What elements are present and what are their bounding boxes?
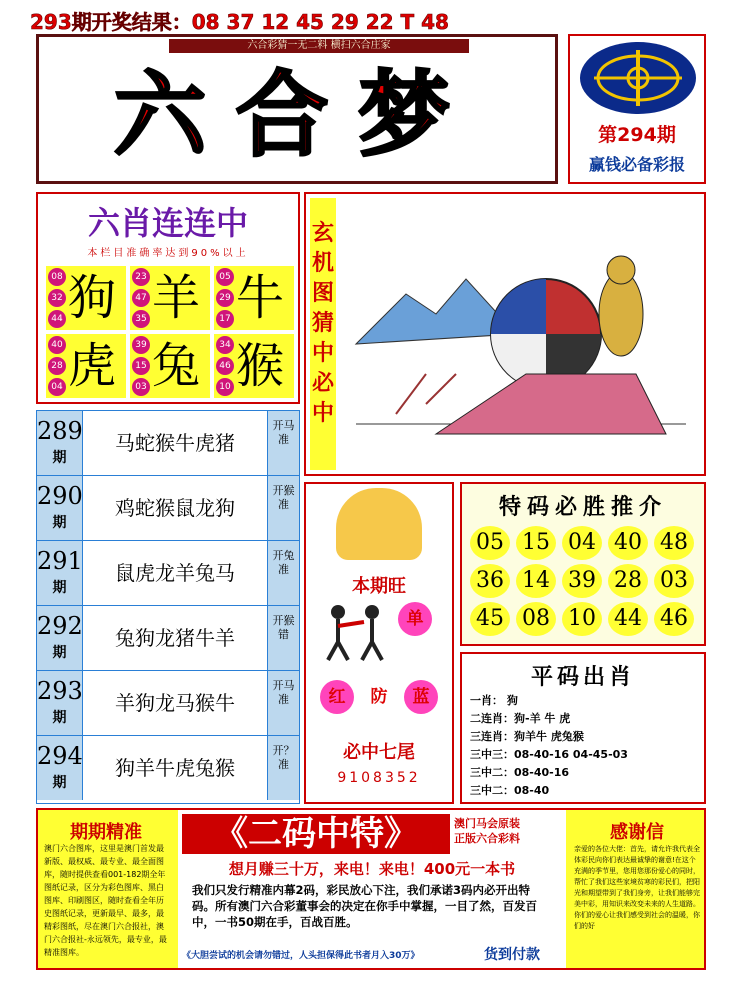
zodiac-cell bbox=[214, 334, 294, 398]
masthead-title: 六合梦 bbox=[113, 61, 480, 169]
number-ball: 23 bbox=[132, 268, 150, 286]
issue-logo-panel bbox=[568, 34, 706, 184]
ad-body: 我们只发行精准内幕2码，彩民放心下注，我们承诺3码内必开出特码。所有澳门六合彩董事会的决定在你手中掌握，一目了然，百发百中，一书50期在手，百战百胜。 bbox=[192, 883, 537, 929]
flat-code-line: 三中二：08-40 bbox=[470, 784, 550, 797]
number-ball: 10 bbox=[216, 378, 234, 396]
history-issue: 289 bbox=[37, 417, 83, 445]
cash-on-delivery: 货到付款 bbox=[484, 947, 540, 963]
special-number-ball: 10 bbox=[562, 602, 602, 636]
special-number-ball: 45 bbox=[470, 602, 510, 636]
ad-note: 《大胆尝试的机会请勿错过，人头担保得此书者月入30万》 bbox=[182, 951, 420, 961]
brand-logo bbox=[580, 42, 696, 114]
number-ball: 05 bbox=[216, 268, 234, 286]
special-number-panel bbox=[460, 482, 706, 646]
fang-label: 防 bbox=[362, 680, 396, 714]
thank-you-title: 感谢信 bbox=[610, 822, 664, 843]
two-code-ad bbox=[178, 810, 566, 968]
zodiac-char: 兔 bbox=[152, 338, 201, 394]
history-issue-label: 期 bbox=[52, 645, 67, 661]
history-zodiacs: 兔狗龙猪牛羊 bbox=[115, 626, 235, 650]
history-zodiacs: 羊狗龙马猴牛 bbox=[115, 691, 235, 715]
history-issue: 291 bbox=[37, 547, 83, 575]
number-ball: 03 bbox=[132, 378, 150, 396]
zodiac-cell bbox=[130, 266, 210, 330]
history-zodiacs: 鼠虎龙羊兔马 bbox=[115, 561, 235, 585]
ben-qi-wang: 本期旺 bbox=[352, 576, 406, 597]
number-ball: 40 bbox=[48, 336, 66, 354]
ad-side-line: 澳门马会原装 bbox=[454, 817, 520, 830]
six-zodiac-title: 六肖连连中 bbox=[87, 204, 248, 242]
history-row bbox=[37, 476, 299, 541]
seven-tail-title: 必中七尾 bbox=[343, 742, 415, 763]
draw-result-line: 293期开奖结果：08 37 12 45 29 22 T 48 bbox=[30, 10, 449, 34]
special-number-ball: 04 bbox=[562, 526, 602, 560]
zodiac-cell bbox=[214, 266, 294, 330]
number-ball: 32 bbox=[48, 289, 66, 307]
special-number-ball: 05 bbox=[470, 526, 510, 560]
zodiac-cell bbox=[46, 334, 126, 398]
hong-badge: 红 bbox=[320, 680, 354, 714]
special-number-ball: 15 bbox=[516, 526, 556, 560]
history-zodiacs: 狗羊牛虎兔猴 bbox=[115, 756, 235, 780]
masthead-subtitle: 六合彩猜一无二料 横扫六合庄家 bbox=[169, 39, 469, 53]
history-zodiacs: 马蛇猴牛虎猪 bbox=[115, 431, 235, 455]
bottom-ad-strip bbox=[36, 808, 706, 970]
history-issue-label: 期 bbox=[52, 515, 67, 531]
number-ball: 28 bbox=[48, 357, 66, 375]
zodiac-char: 牛 bbox=[236, 270, 285, 326]
thank-you-box bbox=[570, 810, 704, 968]
ad-side-text bbox=[454, 816, 520, 846]
special-number-ball: 39 bbox=[562, 564, 602, 598]
flat-code-line: 二连肖：狗-羊 牛 虎 bbox=[470, 712, 571, 725]
ad-price-line: 想月赚三十万，来电！来电！400元一本书 bbox=[228, 860, 516, 878]
history-result: 开兔准 bbox=[267, 541, 299, 605]
puzzle-illustration bbox=[346, 224, 696, 464]
puzzle-title: 玄机图猜中必中 bbox=[310, 198, 336, 470]
dan-badge: 单 bbox=[398, 602, 432, 636]
number-ball: 34 bbox=[216, 336, 234, 354]
special-number-ball: 03 bbox=[654, 564, 694, 598]
number-ball: 15 bbox=[132, 357, 150, 375]
seven-tail-numbers: 9108352 bbox=[337, 770, 421, 786]
zodiac-cell bbox=[46, 266, 126, 330]
boxers-icon bbox=[320, 602, 390, 662]
number-ball: 29 bbox=[216, 289, 234, 307]
zodiac-char: 猴 bbox=[236, 338, 285, 394]
fortune-god-image bbox=[336, 488, 422, 560]
zodiac-char: 羊 bbox=[152, 270, 201, 326]
ad-side-line: 正版六合彩料 bbox=[454, 832, 520, 845]
history-issue: 293 bbox=[37, 677, 83, 705]
special-number-ball: 14 bbox=[516, 564, 556, 598]
middle-panel bbox=[304, 482, 454, 804]
history-result: 开？准 bbox=[267, 736, 299, 800]
accuracy-text: 澳门六合图库，这里是澳门首发最新版、最权威、最专业、最全面图库，随时提供查看001-182期全年图纸记录，区分为彩色图库、黑白图库、印刷图区，随时查看全年历史图纸记录，更新最早、最多，最精彩图纸，尽在澳门六合报社，澳门六合报社-永远领先，最专业，最精准图库。 bbox=[44, 844, 167, 957]
number-ball: 04 bbox=[48, 378, 66, 396]
flat-code-line: 一肖： 狗 bbox=[470, 694, 518, 707]
special-number-title: 特码必胜推介 bbox=[498, 494, 667, 520]
history-table bbox=[36, 410, 300, 804]
history-result: 开猴准 bbox=[267, 476, 299, 540]
flat-code-panel bbox=[460, 652, 706, 804]
thank-you-text: 亲爱的各位大佬：首先，请允许我代表全体彩民向你们表达最诚挚的谢意!在这个充满的季节里，您用您那份爱心的同时，帮忙了我们这些家境贫寒的彩民们，把阳光和期望带到了我们身旁，让我们能够完美中彩，用知识来改变未来的人生道路。你们的爱心让我们感受到社会的温暖，你们的好 bbox=[574, 845, 700, 930]
flat-code-line: 三连肖：狗羊牛 虎兔猴 bbox=[470, 730, 584, 743]
history-row bbox=[37, 411, 299, 476]
puzzle-panel bbox=[304, 192, 706, 476]
number-ball: 47 bbox=[132, 289, 150, 307]
slogan: 赢钱必备彩报 bbox=[588, 155, 685, 174]
history-result: 开马准 bbox=[267, 411, 299, 475]
number-ball: 46 bbox=[216, 357, 234, 375]
history-issue-label: 期 bbox=[52, 710, 67, 726]
history-issue-label: 期 bbox=[52, 450, 67, 466]
masthead bbox=[36, 34, 558, 184]
special-number-ball: 48 bbox=[654, 526, 694, 560]
flat-code-line: 三中二：08-40-16 bbox=[470, 766, 570, 779]
history-issue: 290 bbox=[37, 482, 83, 510]
six-zodiac-panel bbox=[36, 192, 300, 404]
history-result: 开马准 bbox=[267, 671, 299, 735]
number-ball: 17 bbox=[216, 310, 234, 328]
history-issue: 294 bbox=[37, 742, 83, 770]
history-issue: 292 bbox=[37, 612, 83, 640]
zodiac-cell bbox=[130, 334, 210, 398]
zodiac-char: 狗 bbox=[68, 270, 117, 326]
history-row bbox=[37, 541, 299, 606]
lan-badge: 蓝 bbox=[404, 680, 438, 714]
accuracy-title: 期期精准 bbox=[70, 822, 142, 843]
special-number-ball: 08 bbox=[516, 602, 556, 636]
number-ball: 35 bbox=[132, 310, 150, 328]
history-zodiacs: 鸡蛇猴鼠龙狗 bbox=[115, 496, 235, 520]
number-ball: 39 bbox=[132, 336, 150, 354]
two-code-title: 《二码中特》 bbox=[182, 814, 450, 854]
special-number-ball: 28 bbox=[608, 564, 648, 598]
special-number-ball: 44 bbox=[608, 602, 648, 636]
special-number-ball: 46 bbox=[654, 602, 694, 636]
accuracy-box bbox=[38, 810, 174, 968]
history-issue-label: 期 bbox=[52, 775, 67, 791]
history-result: 开猴错 bbox=[267, 606, 299, 670]
history-row bbox=[37, 671, 299, 736]
issue-number: 第294期 bbox=[598, 124, 676, 146]
zodiac-char: 虎 bbox=[68, 338, 117, 394]
flat-code-line: 三中三：08-40-16 04-45-03 bbox=[470, 748, 628, 761]
history-row bbox=[37, 606, 299, 671]
number-ball: 44 bbox=[48, 310, 66, 328]
history-issue-label: 期 bbox=[52, 580, 67, 596]
special-number-ball: 40 bbox=[608, 526, 648, 560]
special-number-ball: 36 bbox=[470, 564, 510, 598]
six-zodiac-subtitle: 本栏目准确率达到90%以上 bbox=[87, 248, 249, 259]
flat-code-title: 平码出肖 bbox=[530, 664, 635, 690]
history-row bbox=[37, 736, 299, 801]
number-ball: 08 bbox=[48, 268, 66, 286]
